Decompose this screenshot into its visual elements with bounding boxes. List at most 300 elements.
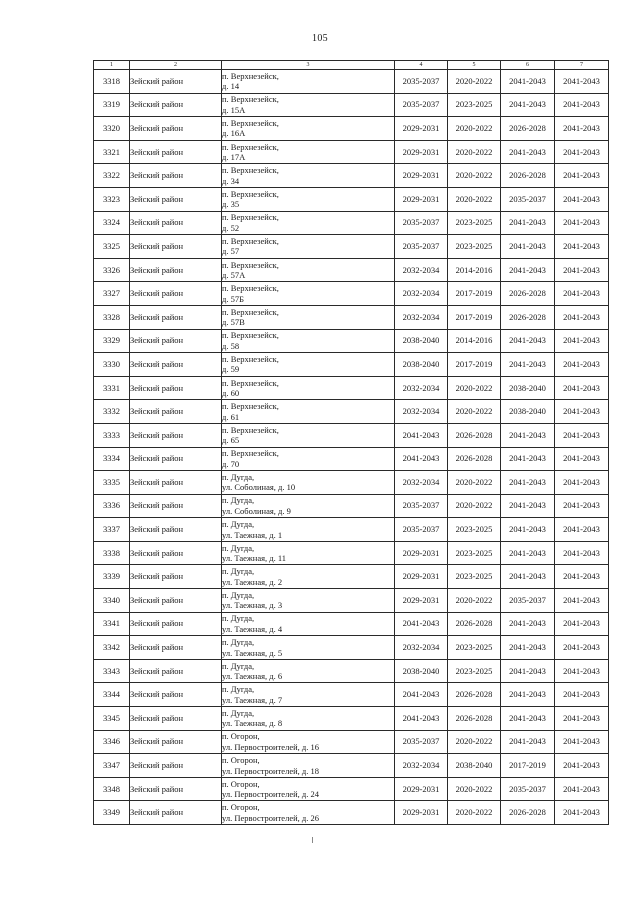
period-col7-cell: 2041-2043 [555,494,609,518]
period-col5-cell: 2017-2019 [448,353,501,377]
address-cell [222,777,395,801]
period-col6-cell: 2041-2043 [501,730,555,754]
address-cell [222,754,395,778]
address-house: д. 15А [222,104,246,115]
address-cell [222,140,395,164]
period-col7-cell: 2041-2043 [555,187,609,211]
period-col6-cell: 2035-2037 [501,187,555,211]
period-col4-cell: 2035-2037 [395,494,448,518]
period-col5-cell: 2023-2025 [448,211,501,235]
table-row [94,447,609,471]
address-cell [222,683,395,707]
district-cell: Зейский район [130,518,222,542]
table-row [94,659,609,683]
period-col4-cell: 2041-2043 [395,447,448,471]
table-row [94,777,609,801]
address-house: ул. Первостроителей, д. 24 [222,789,319,800]
table-row [94,612,609,636]
row-number: 3334 [94,447,130,471]
period-col6-cell: 2041-2043 [501,494,555,518]
period-col4-cell: 2032-2034 [395,305,448,329]
address-settlement: п. Верхнезейск, [222,188,279,199]
period-col4-cell: 2041-2043 [395,612,448,636]
period-col7-cell: 2041-2043 [555,353,609,377]
period-col4-cell: 2038-2040 [395,353,448,377]
period-col6-cell: 2041-2043 [501,93,555,117]
district-cell: Зейский район [130,235,222,259]
period-col5-cell: 2020-2022 [448,494,501,518]
period-col7-cell: 2041-2043 [555,447,609,471]
period-col5-cell: 2023-2025 [448,93,501,117]
period-col4-cell: 2029-2031 [395,117,448,141]
period-col5-cell: 2020-2022 [448,187,501,211]
period-col6-cell: 2041-2043 [501,565,555,589]
period-col6-cell: 2026-2028 [501,305,555,329]
table-row [94,589,609,613]
period-col5-cell: 2023-2025 [448,541,501,565]
address-settlement: п. Верхнезейск, [222,448,279,459]
period-col5-cell: 2020-2022 [448,400,501,424]
table-row [94,730,609,754]
period-col5-cell: 2020-2022 [448,589,501,613]
table-row [94,258,609,282]
period-col6-cell: 2041-2043 [501,518,555,542]
district-cell: Зейский район [130,659,222,683]
address-settlement: п. Дугда, [222,613,255,624]
row-number: 3318 [94,70,130,94]
period-col6-cell: 2041-2043 [501,707,555,731]
address-cell [222,801,395,825]
address-house: д. 58 [222,340,240,351]
column-header: 2 [130,61,222,70]
address-settlement: п. Огорон, [222,802,260,813]
table-row [94,164,609,188]
address-cell [222,235,395,259]
period-col7-cell: 2041-2043 [555,70,609,94]
column-header: 4 [395,61,448,70]
table-row [94,211,609,235]
period-col7-cell: 2041-2043 [555,258,609,282]
table-row [94,565,609,589]
period-col7-cell: 2041-2043 [555,235,609,259]
district-cell: Зейский район [130,258,222,282]
table-row [94,117,609,141]
period-col6-cell: 2038-2040 [501,400,555,424]
address-settlement: п. Огорон, [222,778,260,789]
period-col5-cell: 2026-2028 [448,683,501,707]
period-col4-cell: 2035-2037 [395,211,448,235]
address-cell [222,376,395,400]
period-col5-cell: 2020-2022 [448,117,501,141]
period-col7-cell: 2041-2043 [555,541,609,565]
address-settlement: п. Дугда, [222,471,255,482]
district-cell: Зейский район [130,471,222,495]
period-col5-cell: 2014-2016 [448,329,501,353]
table-row [94,683,609,707]
row-number: 3336 [94,494,130,518]
period-col7-cell: 2041-2043 [555,636,609,660]
address-settlement: п. Верхнезейск, [222,94,279,105]
address-settlement: п. Верхнезейск, [222,377,279,388]
row-number: 3324 [94,211,130,235]
period-col4-cell: 2029-2031 [395,140,448,164]
table-row [94,70,609,94]
address-settlement: п. Огорон, [222,755,260,766]
period-col7-cell: 2041-2043 [555,211,609,235]
row-number: 3323 [94,187,130,211]
table-row [94,471,609,495]
table-row [94,518,609,542]
district-cell: Зейский район [130,353,222,377]
district-cell: Зейский район [130,376,222,400]
period-col5-cell: 2023-2025 [448,659,501,683]
period-col7-cell: 2041-2043 [555,801,609,825]
address-house: д. 35 [222,199,240,210]
period-col4-cell: 2038-2040 [395,329,448,353]
period-col6-cell: 2041-2043 [501,541,555,565]
address-cell [222,541,395,565]
period-col4-cell: 2035-2037 [395,235,448,259]
table-row [94,754,609,778]
period-col6-cell: 2041-2043 [501,211,555,235]
address-settlement: п. Верхнезейск, [222,306,279,317]
period-col6-cell: 2041-2043 [501,235,555,259]
period-col7-cell: 2041-2043 [555,659,609,683]
address-cell [222,730,395,754]
address-cell [222,659,395,683]
row-number: 3328 [94,305,130,329]
column-header: 6 [501,61,555,70]
address-house: д. 52 [222,222,240,233]
address-settlement: п. Верхнезейск, [222,70,279,81]
address-settlement: п. Дугда, [222,684,255,695]
period-col5-cell: 2020-2022 [448,471,501,495]
address-cell [222,707,395,731]
address-settlement: п. Верхнезейск, [222,141,279,152]
district-cell: Зейский район [130,801,222,825]
period-col4-cell: 2032-2034 [395,471,448,495]
row-number: 3335 [94,471,130,495]
row-number: 3332 [94,400,130,424]
address-settlement: п. Дугда, [222,660,255,671]
address-cell [222,353,395,377]
district-cell: Зейский район [130,541,222,565]
period-col6-cell: 2026-2028 [501,801,555,825]
period-col5-cell: 2020-2022 [448,730,501,754]
address-house: д. 16А [222,128,246,139]
address-cell [222,258,395,282]
row-number: 3321 [94,140,130,164]
table-row [94,235,609,259]
address-cell [222,282,395,306]
address-house: д. 70 [222,458,240,469]
district-cell: Зейский район [130,707,222,731]
row-number: 3326 [94,258,130,282]
period-col7-cell: 2041-2043 [555,777,609,801]
table-row [94,707,609,731]
table-row [94,801,609,825]
period-col4-cell: 2032-2034 [395,258,448,282]
address-house: д. 60 [222,388,240,399]
period-col4-cell: 2029-2031 [395,187,448,211]
period-col4-cell: 2032-2034 [395,376,448,400]
district-cell: Зейский район [130,282,222,306]
row-number: 3339 [94,565,130,589]
address-cell [222,494,395,518]
period-col4-cell: 2041-2043 [395,683,448,707]
period-col6-cell: 2035-2037 [501,589,555,613]
address-house: ул. Первостроителей, д. 26 [222,812,319,823]
address-house: ул. Соболиная, д. 9 [222,505,291,516]
period-col7-cell: 2041-2043 [555,282,609,306]
period-col6-cell: 2026-2028 [501,282,555,306]
address-cell [222,589,395,613]
row-number: 3345 [94,707,130,731]
period-col4-cell: 2032-2034 [395,754,448,778]
period-col6-cell: 2041-2043 [501,329,555,353]
address-settlement: п. Верхнезейск, [222,283,279,294]
table-row [94,423,609,447]
table-row [94,494,609,518]
district-cell: Зейский район [130,117,222,141]
period-col7-cell: 2041-2043 [555,423,609,447]
period-col4-cell: 2038-2040 [395,659,448,683]
period-col5-cell: 2023-2025 [448,636,501,660]
address-house: д. 34 [222,175,240,186]
period-col6-cell: 2038-2040 [501,376,555,400]
row-number: 3346 [94,730,130,754]
table-row [94,376,609,400]
period-col5-cell: 2026-2028 [448,447,501,471]
period-col6-cell: 2041-2043 [501,612,555,636]
row-number: 3341 [94,612,130,636]
period-col4-cell: 2029-2031 [395,565,448,589]
row-number: 3333 [94,423,130,447]
address-house: ул. Первостроителей, д. 16 [222,741,319,752]
period-col6-cell: 2041-2043 [501,683,555,707]
address-settlement: п. Дугда, [222,566,255,577]
address-house: ул. Таежная, д. 2 [222,576,283,587]
district-cell: Зейский район [130,305,222,329]
period-col7-cell: 2041-2043 [555,400,609,424]
period-col5-cell: 2023-2025 [448,565,501,589]
period-col5-cell: 2026-2028 [448,612,501,636]
district-cell: Зейский район [130,636,222,660]
address-settlement: п. Верхнезейск, [222,117,279,128]
address-house: д. 57 [222,246,240,257]
period-col6-cell: 2041-2043 [501,258,555,282]
district-cell: Зейский район [130,164,222,188]
column-header: 3 [222,61,395,70]
table-row [94,541,609,565]
address-settlement: п. Дугда, [222,637,255,648]
address-cell [222,518,395,542]
address-cell [222,329,395,353]
address-cell [222,447,395,471]
address-house: д. 65 [222,435,240,446]
period-col7-cell: 2041-2043 [555,164,609,188]
period-col5-cell: 2023-2025 [448,518,501,542]
period-col7-cell: 2041-2043 [555,589,609,613]
table-row [94,93,609,117]
column-header: 1 [94,61,130,70]
period-col6-cell: 2041-2043 [501,659,555,683]
period-col4-cell: 2041-2043 [395,423,448,447]
period-col4-cell: 2032-2034 [395,282,448,306]
period-col4-cell: 2032-2034 [395,636,448,660]
address-cell [222,636,395,660]
period-col6-cell: 2041-2043 [501,140,555,164]
address-cell [222,70,395,94]
period-col4-cell: 2041-2043 [395,707,448,731]
period-col6-cell: 2041-2043 [501,423,555,447]
period-col7-cell: 2041-2043 [555,754,609,778]
period-col5-cell: 2020-2022 [448,164,501,188]
period-col4-cell: 2029-2031 [395,801,448,825]
district-cell: Зейский район [130,683,222,707]
address-house: д. 57А [222,270,246,281]
period-col5-cell: 2020-2022 [448,801,501,825]
address-cell [222,117,395,141]
period-col5-cell: 2020-2022 [448,140,501,164]
row-number: 3347 [94,754,130,778]
period-col4-cell: 2029-2031 [395,164,448,188]
period-col5-cell: 2017-2019 [448,282,501,306]
table-row [94,305,609,329]
table-row [94,329,609,353]
district-cell: Зейский район [130,423,222,447]
period-col5-cell: 2014-2016 [448,258,501,282]
address-settlement: п. Верхнезейск, [222,330,279,341]
period-col6-cell: 2026-2028 [501,164,555,188]
period-col7-cell: 2041-2043 [555,93,609,117]
period-col4-cell: 2029-2031 [395,541,448,565]
district-cell: Зейский район [130,730,222,754]
period-col7-cell: 2041-2043 [555,683,609,707]
district-cell: Зейский район [130,140,222,164]
period-col7-cell: 2041-2043 [555,305,609,329]
period-col6-cell: 2026-2028 [501,117,555,141]
address-cell [222,164,395,188]
column-header: 5 [448,61,501,70]
district-cell: Зейский район [130,211,222,235]
address-cell [222,471,395,495]
period-col7-cell: 2041-2043 [555,140,609,164]
district-cell: Зейский район [130,400,222,424]
address-house: д. 59 [222,364,240,375]
scan-mark [312,837,317,843]
address-settlement: п. Дугда, [222,495,255,506]
period-col6-cell: 2041-2043 [501,70,555,94]
row-number: 3340 [94,589,130,613]
district-cell: Зейский район [130,754,222,778]
address-cell [222,187,395,211]
address-house: д. 61 [222,411,240,422]
row-number: 3330 [94,353,130,377]
row-number: 3338 [94,541,130,565]
address-settlement: п. Дугда, [222,707,255,718]
address-settlement: п. Верхнезейск, [222,353,279,364]
period-col6-cell: 2035-2037 [501,777,555,801]
period-col6-cell: 2041-2043 [501,471,555,495]
address-house: ул. Соболиная, д. 10 [222,482,296,493]
district-cell: Зейский район [130,565,222,589]
address-settlement: п. Верхнезейск, [222,165,279,176]
district-cell: Зейский район [130,93,222,117]
address-settlement: п. Дугда, [222,519,255,530]
district-cell: Зейский район [130,612,222,636]
address-settlement: п. Верхнезейск, [222,235,279,246]
period-col5-cell: 2020-2022 [448,777,501,801]
period-col7-cell: 2041-2043 [555,730,609,754]
period-col7-cell: 2041-2043 [555,117,609,141]
period-col4-cell: 2035-2037 [395,70,448,94]
address-house: д. 57В [222,317,245,328]
row-number: 3331 [94,376,130,400]
period-col5-cell: 2020-2022 [448,376,501,400]
period-col6-cell: 2041-2043 [501,353,555,377]
table-header [94,61,609,70]
period-col7-cell: 2041-2043 [555,707,609,731]
period-col7-cell: 2041-2043 [555,565,609,589]
period-col6-cell: 2041-2043 [501,636,555,660]
address-settlement: п. Огорон, [222,731,260,742]
row-number: 3349 [94,801,130,825]
row-number: 3348 [94,777,130,801]
address-house: ул. Таежная, д. 1 [222,529,283,540]
period-col5-cell: 2023-2025 [448,235,501,259]
period-col6-cell: 2041-2043 [501,447,555,471]
address-settlement: п. Дугда, [222,589,255,600]
table-row [94,353,609,377]
row-number: 3327 [94,282,130,306]
housing-registry-table [93,60,609,825]
table-row [94,140,609,164]
table-row [94,400,609,424]
row-number: 3319 [94,93,130,117]
period-col7-cell: 2041-2043 [555,329,609,353]
period-col5-cell: 2026-2028 [448,423,501,447]
address-cell [222,612,395,636]
row-number: 3343 [94,659,130,683]
address-cell [222,305,395,329]
address-settlement: п. Верхнезейск, [222,212,279,223]
period-col4-cell: 2029-2031 [395,777,448,801]
table-row [94,282,609,306]
address-settlement: п. Верхнезейск, [222,424,279,435]
period-col7-cell: 2041-2043 [555,471,609,495]
address-cell [222,93,395,117]
address-cell [222,423,395,447]
page-number: 105 [312,33,328,44]
period-col4-cell: 2032-2034 [395,400,448,424]
district-cell: Зейский район [130,187,222,211]
header-row [94,61,609,70]
district-cell: Зейский район [130,494,222,518]
address-house: ул. Таежная, д. 3 [222,600,283,611]
period-col7-cell: 2041-2043 [555,518,609,542]
period-col5-cell: 2038-2040 [448,754,501,778]
district-cell: Зейский район [130,447,222,471]
address-cell [222,211,395,235]
address-settlement: п. Верхнезейск, [222,401,279,412]
address-cell [222,400,395,424]
address-settlement: п. Дугда, [222,542,255,553]
table-row [94,187,609,211]
address-settlement: п. Верхнезейск, [222,259,279,270]
row-number: 3325 [94,235,130,259]
row-number: 3344 [94,683,130,707]
